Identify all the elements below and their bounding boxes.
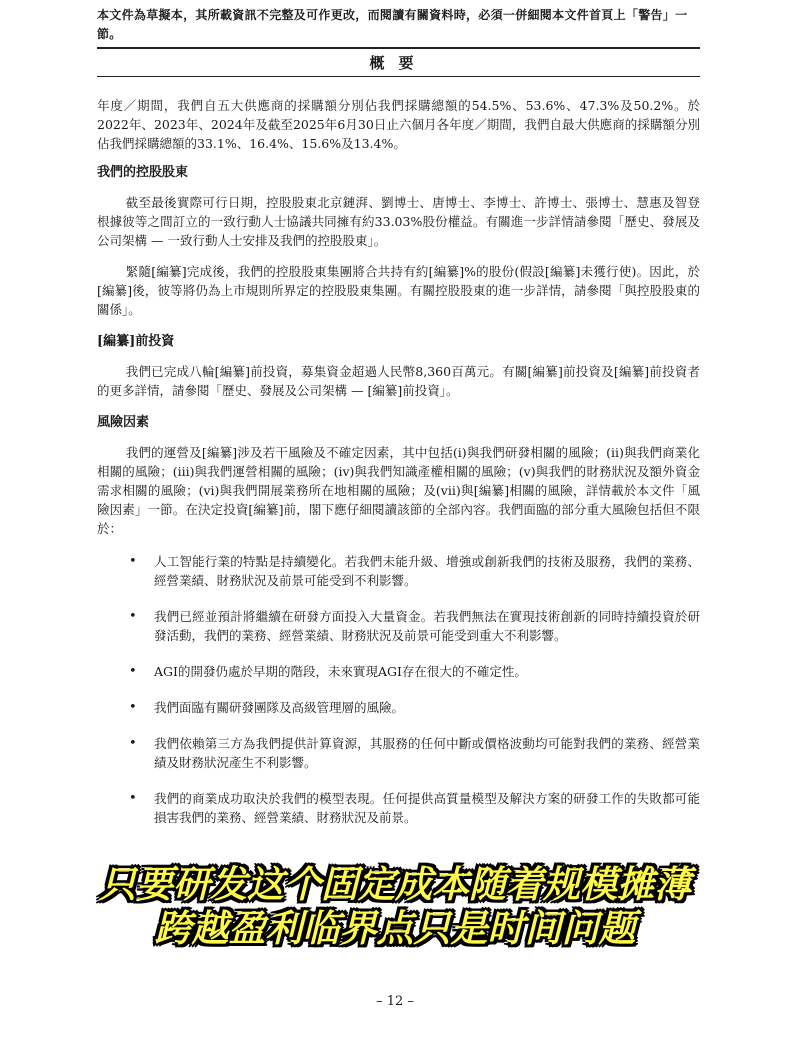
list-item [97,662,700,681]
draft-warning: 本文件為草擬本，其所載資訊不完整及可作更改，而閱讀有關資料時，必須一併細閱本文件首頁上「警告」一節。 [97,8,688,41]
list-item-text: 人工智能行業的特點是持續變化。若我們未能升級、增強或創新我們的技術及服務，我們的業務、經營業績、財務狀況及前景可能受到不利影響。 [154,554,700,588]
risk-bullet-list [97,552,700,827]
list-item [97,789,700,827]
list-item [97,552,700,590]
controlling-shareholders-heading: 我們的控股股東 [97,165,189,180]
controlling-paragraph-2: 緊隨[編纂]完成後，我們的控股股東集團將合共持有約[編纂]%的股份(假設[編纂]未獲行使)。因此，於[編纂]後，彼等將仍為上市規則所界定的控股股東集團。有關控股股東的進一步詳情，請參閱「與控股股東的關係」。 [97,264,700,317]
document-body [97,96,700,844]
risk-factors-paragraph: 我們的運營及[編纂]涉及若干風險及不確定因素，其中包括(i)與我們研發相關的風險；(ii)與我們商業化相關的風險；(iii)與我們運營相關的風險；(iv)與我們知識產權相關的風險；(v)與我們的財務狀況及額外資金需求相關的風險；(vi)與我們開展業務所在地相關的風險；及(vii)與[編纂]相關的風險，詳情載於本文件「風險因素」一節。在決定投資[編纂]前，閣下應仔細閱讀該節的全部內容。我們面臨的部分重大風險包括但不限於： [97,445,700,536]
pre-ipo-paragraph: 我們已完成八輪[編纂]前投資，募集資金超過人民幣8,360百萬元。有關[編纂]前投資及[編纂]前投資者的更多詳情，請參閱「歷史、發展及公司架構 — [編纂]前投資」。 [97,364,700,398]
section-title: 概要 [369,54,428,72]
list-item [97,698,700,717]
bullet-icon: • [129,554,137,569]
bullet-icon: • [129,791,137,806]
risk-factors-heading: 風險因素 [97,415,150,430]
pre-ipo-heading: [編纂]前投資 [97,334,175,349]
list-item-text: AGI的開發仍處於早期的階段，未來實現AGI存在很大的不確定性。 [154,664,527,679]
list-item [97,607,700,645]
video-caption-line-2: 跨越盈利临界点只是时间问题 [154,907,636,950]
bullet-icon: • [129,664,137,679]
page-number: – 12 – [376,994,414,1009]
controlling-paragraph-1: 截至最後實際可行日期，控股股東北京鏈湃、劉博士、唐博士、李博士、許博士、張博士、慧惠及智登根據彼等之間訂立的一致行動人士協議共同擁有約33.03%股份權益。有關進一步詳情請參閱「歷史、發展及公司架構 — 一致行動人士安排及我們的控股股東」。 [97,195,700,248]
top-rule [97,47,700,49]
list-item-text: 我們依賴第三方為我們提供計算資源，其服務的任何中斷或價格波動均可能對我們的業務、經營業績及財務狀況產生不利影響。 [154,736,700,770]
bullet-icon: • [129,609,137,624]
bullet-icon: • [129,700,137,715]
intro-paragraph: 年度／期間，我們自五大供應商的採購額分別佔我們採購總額的54.5%、53.6%、47.3%及50.2%。於2022年、2023年、2024年及截至2025年6月30日止六個月各年度／期間，我們自最大供應商的採購額分別佔我們採購總額的33.1%、16.4%、15.6%及13.4%。 [97,98,700,151]
list-item-text: 我們的商業成功取決於我們的模型表現。任何提供高質量模型及解決方案的研發工作的失敗都可能損害我們的業務、經營業績、財務狀況及前景。 [154,791,700,825]
list-item [97,734,700,772]
list-item-text: 我們已經並預計將繼續在研發方面投入大量資金。若我們無法在實現技術創新的同時持續投資於研發活動，我們的業務、經營業績、財務狀況及前景可能受到重大不利影響。 [154,609,700,643]
bullet-icon: • [129,736,137,751]
list-item-text: 我們面臨有關研發團隊及高級管理層的風險。 [154,700,405,715]
video-caption-line-1: 只要研发这个固定成本随着规模摊薄 [99,863,691,906]
title-rule [97,76,700,77]
